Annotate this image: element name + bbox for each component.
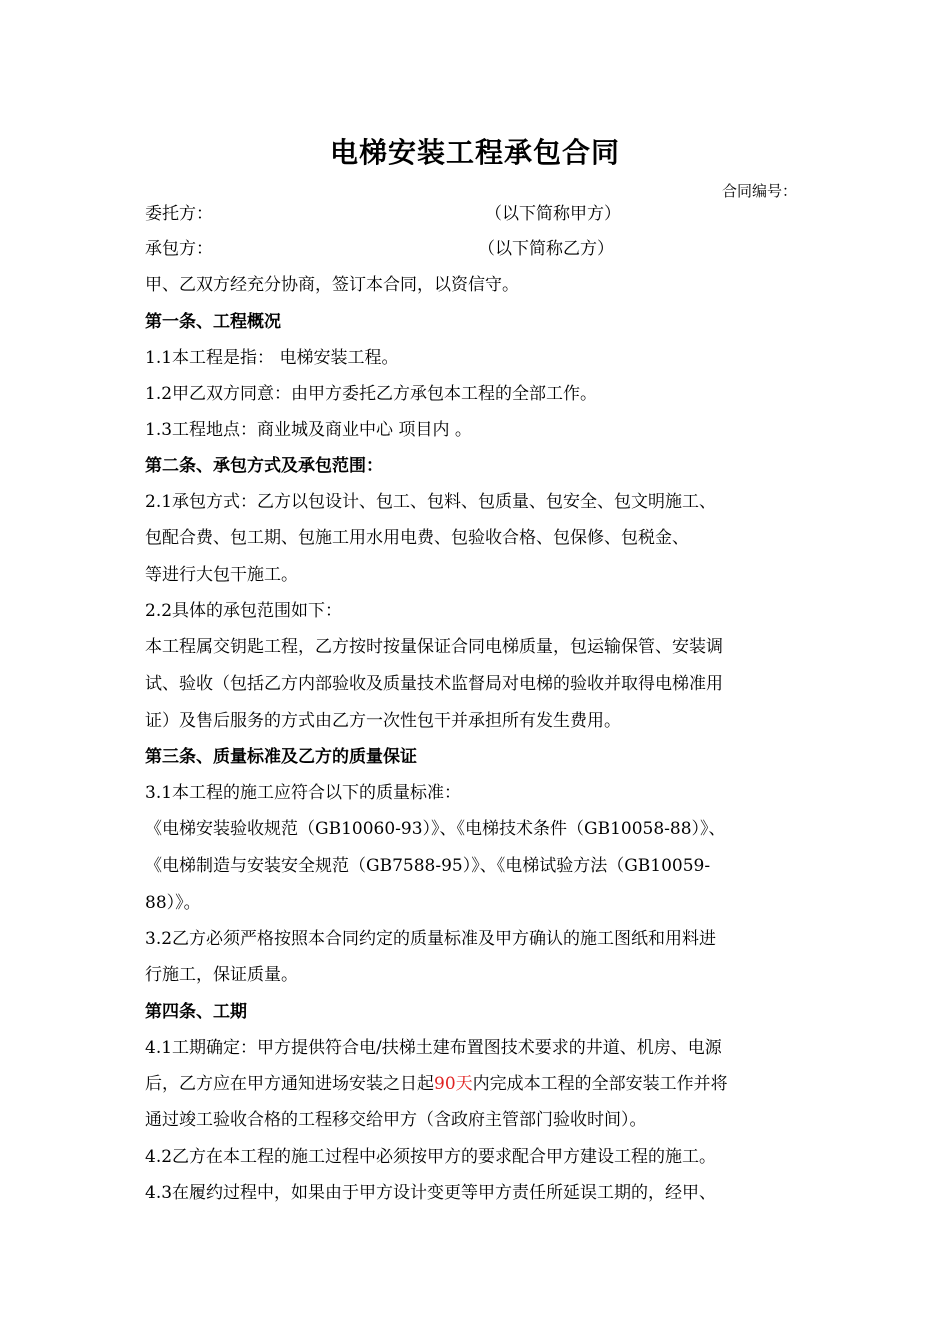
clause-3-2-line-1: 3.2乙方必须严格按照本合同约定的质量标准及甲方确认的施工图纸和用料进 — [145, 929, 717, 949]
clause-2-2: 2.2具体的承包范围如下： — [145, 601, 343, 621]
clause-2-1-line-1: 2.1承包方式：乙方以包设计、包工、包料、包质量、包安全、包文明施工、 — [145, 492, 717, 512]
article-2-heading: 第二条、承包方式及承包范围： — [145, 456, 383, 476]
document-title: 电梯安装工程承包合同 — [329, 136, 620, 169]
clause-2-2-para-line-1: 本工程属交钥匙工程，乙方按时按量保证合同电梯质量，包运输保管、安装调 — [145, 637, 723, 657]
clause-4-1-line-2 — [145, 1073, 810, 1095]
clause-2-2-para-line-3: 证）及售后服务的方式由乙方一次性包干并承担所有发生费用。 — [145, 711, 621, 731]
clause-1-1: 1.1本工程是指： 电梯安装工程。 — [145, 348, 399, 368]
clause-2-1-line-3: 等进行大包干施工。 — [145, 565, 298, 585]
clause-4-1-line-2-end: 内完成本工程的全部安装工作并将 — [472, 1074, 728, 1094]
clause-4-1-line-1: 4.1工期确定：甲方提供符合电/扶梯土建布置图技术要求的井道、机房、电源 — [145, 1038, 722, 1058]
client-line — [145, 203, 810, 225]
clause-4-1-line-3: 通过竣工验收合格的工程移交给甲方（含政府主管部门验收时间）。 — [145, 1110, 647, 1130]
clause-3-1-standards-line-1: 《电梯安装验收规范（GB10060-93）》、《电梯技术条件（GB10058-88）》、 — [145, 819, 726, 839]
article-4-heading: 第四条、工期 — [145, 1002, 247, 1022]
duration-highlight: 90天 — [434, 1074, 473, 1094]
intro-paragraph: 甲、乙双方经充分协商，签订本合同，以资信守。 — [145, 275, 519, 295]
clause-3-1-standards-line-2: 《电梯制造与安装安全规范（GB7588-95）》、《电梯试验方法（GB10059- — [145, 856, 711, 876]
article-1-heading: 第一条、工程概况 — [145, 312, 281, 332]
contractor-label: 承包方： — [145, 239, 213, 259]
client-note: （以下简称甲方） — [485, 204, 621, 224]
clause-4-3: 4.3在履约过程中，如果由于甲方设计变更等甲方责任所延误工期的，经甲、 — [145, 1183, 717, 1203]
clause-4-1-line-2-start: 后，乙方应在甲方通知进场安装之日起 — [145, 1074, 434, 1094]
client-label: 委托方： — [145, 204, 213, 224]
clause-3-1-standards-line-3: 88）》。 — [145, 893, 201, 913]
clause-1-3: 1.3工程地点：商业城及商业中心 项目内 。 — [145, 420, 472, 440]
clause-1-2: 1.2甲乙双方同意：由甲方委托乙方承包本工程的全部工作。 — [145, 384, 598, 404]
clause-3-1: 3.1本工程的施工应符合以下的质量标准： — [145, 783, 462, 803]
contract-number-label: 合同编号： — [722, 182, 798, 200]
contractor-line — [145, 238, 810, 260]
clause-2-1-line-2: 包配合费、包工期、包施工用水用电费、包验收合格、包保修、包税金、 — [145, 528, 689, 548]
clause-2-2-para-line-2: 试、验收（包括乙方内部验收及质量技术监督局对电梯的验收并取得电梯准用 — [145, 674, 723, 694]
contractor-note: （以下简称乙方） — [478, 239, 614, 259]
clause-4-2: 4.2乙方在本工程的施工过程中必须按甲方的要求配合甲方建设工程的施工。 — [145, 1147, 717, 1167]
article-3-heading: 第三条、质量标准及乙方的质量保证 — [145, 747, 417, 767]
clause-3-2-line-2: 行施工，保证质量。 — [145, 965, 298, 985]
